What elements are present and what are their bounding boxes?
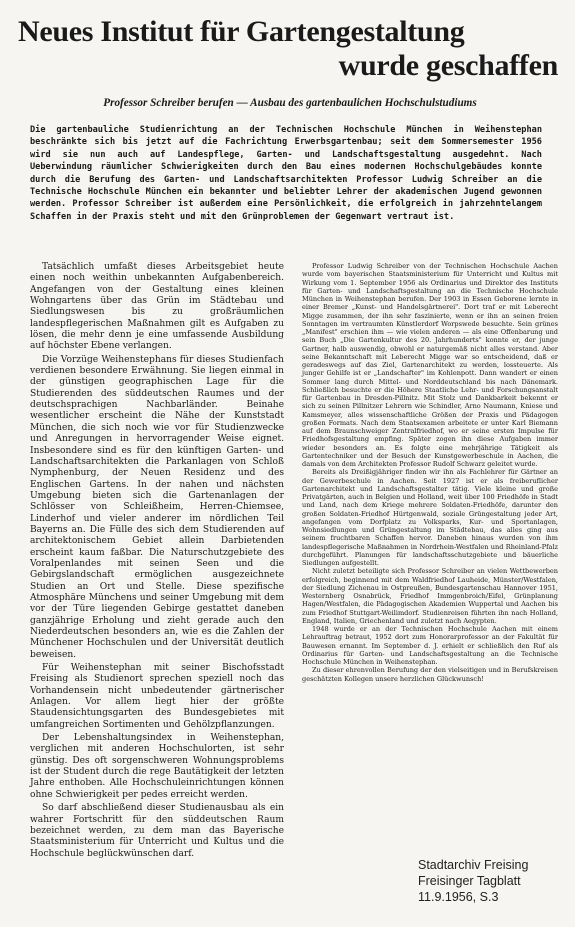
source-newspaper: Freisinger Tagblatt [418, 874, 521, 888]
left-paragraph-5: So darf abschließend dieser Studienausbau als ein wahrer Fortschritt für den süddeutschen Raum bezeichnet werden, zu dem man das Bayerische Staatsministerium für Unterricht und Kultus und die Hochschule beglückwünschen darf. [30, 803, 284, 859]
source-reference: 11.9.1956, S.3 [418, 890, 499, 904]
headline-line-2: wurde geschaffen [338, 49, 558, 82]
source-archive: Stadtarchiv Freising [418, 858, 529, 872]
headline-line-1: Neues Institut für Gartengestaltung [18, 15, 465, 48]
right-paragraph-4: 1948 wurde er an der Technischen Hochschule Aachen mit einem Lehrauftrag betraut, 1952 dort zum Honorarprofessor an der Fakultät für Bauwesen ernannt. Im September d. J. erhielt er schließlich den Ruf als Ordinarius für Garten- und Landschaftsgestaltung an die Technische Hochschule München in Weihenstephan. [302, 625, 558, 666]
right-paragraph-5: Zu dieser ehrenvollen Berufung der den vielseitigen und in Berufskreisen geschätzten Kollegen unsere herzlichen Glückwunsch! [302, 666, 558, 683]
left-paragraph-1: Tatsächlich umfaßt dieses Arbeitsgebiet heute einen noch weithin unbekannten Aufgabenbereich. Angefangen von der Gestaltung eines kleinen Wohngartens über das Grün im Städtebau und Siedlungswesen bis zu großräumlichen landespflegerischen Maßnahmen gilt es Aufgaben zu lösen, die mehr denn je eine umfassende Ausbildung auf höchster Ebene verlangen. [30, 262, 284, 352]
right-paragraph-3: Nicht zuletzt beteiligte sich Professor Schreiber an vielen Wettbewerben erfolgreich, beginnend mit dem Waldfriedhof Lauheide, Münster/Westfalen, der Siedlung Zichenau in Ostpreußen, Bundesgartenschau Hannover 1951, Westernberg Osnabrück, Friedhof Immgenbroich/Eifel, Grünplanung Hagen/Westfalen, die Pädagogischen Akademien Wuppertal und Aachen bis zum Friedhof Stuttgart-Weilimdorf. Studienreisen führten ihn nach Holland, England, Italien, Griechenland und zuletzt nach Aegypten. [302, 567, 558, 625]
left-column [30, 262, 284, 860]
left-paragraph-4: Der Lebenshaltungsindex in Weihenstephan, verglichen mit anderen Hochschulorten, ist sehr günstig. Des oft sorgenschweren Wohnungsproblems ist der Student durch die rege Bautätigkeit der letzten Jahre enthoben. Alle Hochschuleinrichtungen können ohne Schwierigkeit per pedes erreicht werden. [30, 733, 284, 800]
right-column [302, 262, 558, 683]
left-paragraph-2: Die Vorzüge Weihenstephans für dieses Studienfach verdienen besondere Erwähnung. Sie liegen einmal in der günstigen geographischen Lage für die Studierenden des süddeutschen Raumes und der deutschsprachigen Nachbarländer. Beinahe wesentlicher erscheint die Nähe der Kunststadt München, die sich noch wie vor für Studienzwecke und Anregungen in hervorragender Weise eignet. Insbesondere sind es für den künftigen Garten- und Landschaftsarchitekten die Parkanlagen von Schloß Nymphenburg, der Neuen Residenz und des Englischen Gartens. In der nahen und nächsten Umgebung bieten sich die Gartenanlagen der Schlösser von Schleißheim, Herren-Chiemsee, Linderhof und vieler anderer im nördlichen Teil Bayerns an. Die Fülle des sich dem Studierenden auf architektonischem Gebiet allein Darbietenden erscheint kaum faßbar. Die Naturschutzgebiete des Voralpenlandes mit seinen Seen und die Gebirgslandschaft ermöglichen ausgezeichnete Studien an Ort und Stelle. Diese spezifische Atmosphäre Münchens und seiner Umgebung mit dem vor der Türe liegenden Gebirge gestattet daneben ganzjährige Erholung und zieht gerade auch den Niederdeutschen besonders an, wie es die Zahlen der Münchener Hochschulen und der Universität deutlich beweisen. [30, 354, 284, 660]
source-citation [418, 857, 558, 905]
right-paragraph-2: Bereits als Dreißigjähriger finden wir ihn als Fachlehrer für Gärtner an der Gewerbeschule in Aachen. Seit 1927 ist er als freiberuflicher Gartenarchitekt und Landschaftsgestalter tätig. Viele kleine und große Privatgärten, auch in Belgien und Holland, weit über 100 Friedhöfe in Stadt und Land, nach dem Kriege mehrere Soldaten-Friedhöfe, darunter den großen Soldaten-Friedhof Hürtgenwald, soziale Grüngestaltung jeder Art, angefangen vom Dorfplatz zu Volksparks, Kur- und Sportanlagen, Wohnsiedlungen und Grüngestaltung im Städtebau, das alles ging aus seinem fruchtbaren Schaffen hervor. Daneben hinaus wurden von ihm landespflegerische Maßnahmen in Nordrhein-Westfalen und Rheinland-Pfalz durchgeführt. Planungen für landschaftsschutzgebiete und bäuerliche Siedlungen aufgestellt. [302, 468, 558, 567]
lead-paragraph: Die gartenbauliche Studienrichtung an der Technischen Hochschule München in Weihenstephan beschränkte sich bis jetzt auf die Fachrichtung Erwerbsgartenbau; seit dem Sommersemester 1956 wird sie nun auch auf Landespflege, Garten- und Landschaftsgestaltung ausgedehnt. Nach Ueberwindung räumlicher Schwierigkeiten durch den Bau eines modernen Hochschulgebäudes konnte durch die Berufung des Garten- und Landschaftsarchitekten Professor Ludwig Schreiber an die Technische Hochschule München ein bekannter und beliebter Lehrer der akademischen Jugend gewonnen werden. Professor Schreiber ist außerdem eine Persönlichkeit, die erfolgreich in jahrzehntelangem Schaffen in der Praxis steht und mit den Grünproblemen der Gegenwart vertraut ist. [30, 125, 542, 222]
subheadline: Professor Schreiber berufen — Ausbau des gartenbaulichen Hochschulstudiums [103, 97, 477, 109]
left-paragraph-3: Für Weihenstephan mit seiner Bischofsstadt Freising als Studienort sprechen speziell noch das Vorhandensein nicht unbedeutender gärtnerischer Anlagen. Vor allem liegt hier der größte Staudensichtungsgarten des Bundesgebietes mit umfangreichen Sortimenten und Gehölzpflanzungen. [30, 663, 284, 730]
right-paragraph-1: Professor Ludwig Schreiber von der Technischen Hochschule Aachen wurde vom bayerischen Staatsministerium für Unterricht und Kultus mit Wirkung vom 1. September 1956 als Ordinarius und Direktor des Instituts für Garten- und Landschaftsgestaltung an die Technische Hochschule München in Weihenstephan berufen. Der 1903 in Essen Geborene lernte in einer Bremer „Kunst- und Handelsgärtnerei". Dort traf er mit Leberecht Migge zusammen, der ihn sehr faszinierte, wenn er ihn an seinen freien Sonntagen im vertraumten Künstlerdorf Worpswede besuchte. Sein grünes „Manifest" erschien ihm — wie vielen anderen — als eine Offenbarung und sein Buch „Die Gartenkultur des 20. Jahrhunderts" konnte er, der junge Gartner, halb auswendig, obwohl er naturgemäß nicht alles verstand. Aber seine Bekanntschaft mit Leberecht Migge war so entscheidend, daß er geradeswegs auf das Ziel, Gartenarchitekt zu werden, lossteuerte. Als junger Gehilfe ist er „Landschafter" im Kohlenpott. Dann wandert er einen Sommer lang durch Mittel- und Norddeutschland bis nach Dänemark. Schließlich besuchte er die Höhere Staatliche Lehr- und Forschungsanstalt für Gartenbau in Dresden-Pillnitz. Mit Stolz und Dankbarkeit bekennt er sich zu seinen Pillnitzer Lehrern wie Schindler, Arno Naumann, Kniese und Kamsmeyer, alles wissenschaftliche Größen der Praxis und Pädagogen großen Formats. Nach dem Staatsexamen arbeitete er unter Karl Biemann auf dem Braunschweiger Zentralfriedhof, wo er seine ersten Impulse für Friedhofsgestaltung empfing. Später zogen ihn diese Aufgaben immer wieder besonders an. Es folgte eine mehrjährige Tätigkeit als Gartentechniker und der Besuch der Kunstgewerbeschule in Aachen, die damals von dem Architekten Professor Rudolf Schwarz geleitet wurde. [302, 262, 558, 468]
